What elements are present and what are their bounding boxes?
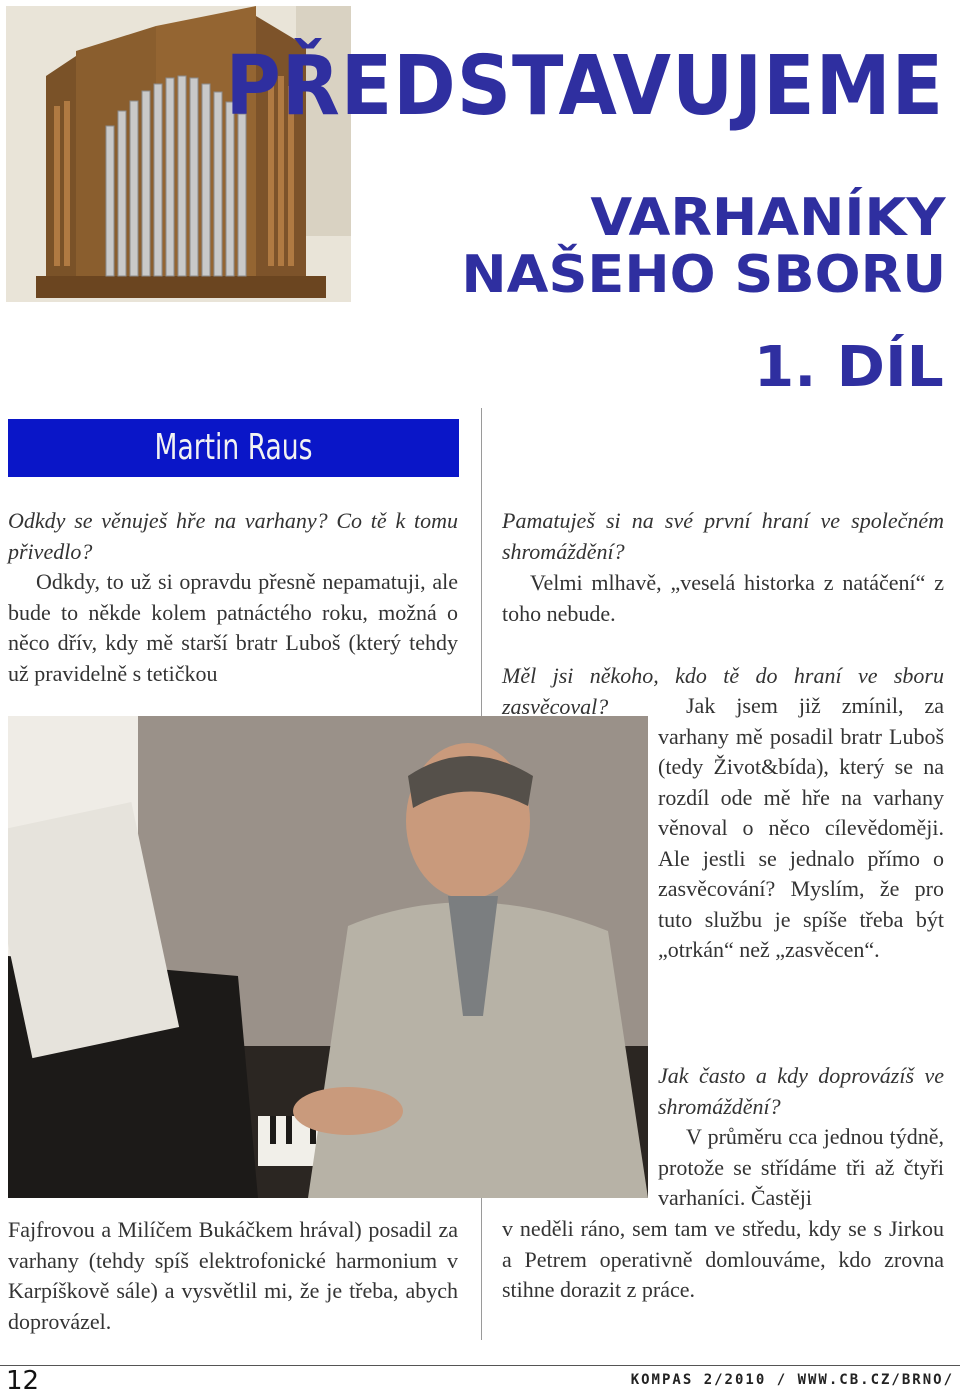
question-1: Odkdy se věnuješ hře na varhany? Co tě k tomu přivedlo? xyxy=(8,508,458,564)
left-column-text xyxy=(8,506,458,689)
answer-1-part-2: Fajfrovou a Milíčem Bukáčkem hrával) posadil za varhany (tehdy spíš elektrofonické harmonium v Karpíškově sále) a vysvětlil mi, že je třeba, abych doprovázel. xyxy=(8,1217,458,1334)
interviewee-name: Martin Raus xyxy=(154,427,313,468)
article-title-line-2: NAŠEHO SBORU xyxy=(461,245,946,305)
page-number: 12 xyxy=(6,1366,40,1396)
interviewee-name-bar xyxy=(8,419,459,477)
page-title: PŘEDSTAVUJEME xyxy=(225,39,944,134)
footer-rule xyxy=(0,1365,960,1366)
question-2: Pamatuješ si na své první hraní ve společném shromáždění? xyxy=(502,508,944,564)
answer-3: Jak jsem již zmínil, za varhany mě posadil bratr Luboš (tedy Život&bída), který se na rozdíl ode mě hře na varhany věnoval o něco cílevědoměji. Ale jestli se jednalo přímo o zasvěcování? Myslím, že pro tuto službu je spíše třeba být „otrkán“ než „zasvěcen“. xyxy=(658,693,944,962)
answer-4-part-2: v neděli ráno, sem tam ve středu, kdy se s Jirkou a Petrem operativně domlouváme, kdo zrovna stihne dorazit z práce. xyxy=(502,1216,944,1302)
left-column-continuation xyxy=(8,1215,458,1337)
answer-4-part-1: V průměru cca jednou týdně, protože se střídáme tři až čtyři varhaníci. Častěji xyxy=(658,1124,944,1210)
article-part-label: 1. DÍL xyxy=(753,335,944,400)
publication-footer: KOMPAS 2/2010 / WWW.CB.CZ/BRNO/ xyxy=(630,1372,954,1388)
answer-1-part-1: Odkdy, to už si opravdu přesně nepamatuji, ale bude to někde kolem patnáctého roku, možná o něco dřív, kdy mě starší bratr Luboš (který tehdy už pravidelně s tetičkou xyxy=(8,569,458,686)
article-title-line-1: VARHANÍKY xyxy=(590,188,946,248)
question-3-text: Měl jsi někoho, kdo tě do hraní ve sboru zasvěcoval? xyxy=(502,663,944,719)
answer-2: Velmi mlhavě, „veselá historka z natáčení“ z toho nebude. xyxy=(502,570,944,626)
question-4: Jak často a kdy doprovázíš ve shromáždění? xyxy=(658,1063,944,1119)
pianist-photo xyxy=(8,716,648,1198)
